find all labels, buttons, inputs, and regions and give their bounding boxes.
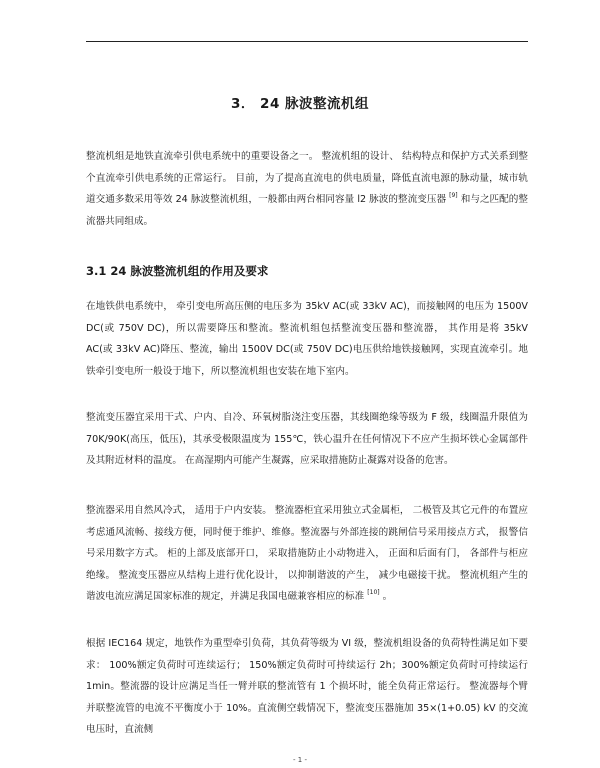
citation-10: [10]	[367, 589, 380, 597]
paragraph-load-requirements: 根据 IEC164 规定，地铁作为重型牵引负荷，其负荷等级为 VI 级，整流机组设备的负荷特性满足如下要求： 100%额定负荷时可连续运行； 150%额定负荷时可持续运行 2h；300%额定负荷时可持续运行 1min。整流器的设计应满足当任一臂并联的整流管有 1 个损坏时，能全负荷正常运行。 整流器每个臂并联整流管的电流不平衡度小于 10%。直流侧空载情况下，整流变压器施加 35×(1+0.05) kV 的交流电压时，直流侧	[86, 638, 528, 736]
paragraph-rectifier	[86, 500, 528, 608]
header-rule	[86, 41, 528, 42]
intro-text-end: 和与之匹配的整流器共同组成。	[86, 194, 528, 227]
rectifier-text: 整流器采用自然风冷式， 适用于户内安装。 整流器柜宜采用独立式金属柜， 二极管及其它元件的布置应考虑通风流畅、接线方便，同时便于维护、维修。整流器与外部连接的跳闸信号采用接点方式， 报警信号采用数字方式。 柜的上部及底部开口， 采取措施防止小动物进入， 正面和后面有门， 各部件与柜应绝缘。 整流变压器应从结构上进行优化设计， 以抑制谐波的产生， 减少电磁接干扰。 整流机组产生的谐波电流应满足国家标准的规定，并满足我国电磁兼容相应的标准	[86, 505, 528, 603]
intro-paragraph	[86, 146, 528, 232]
chapter-title: 3． 24 脉波整流机组	[230, 96, 370, 112]
citation-9: [9]	[449, 192, 458, 200]
page-number: - 1 -	[293, 756, 307, 764]
rectifier-text-end: 。	[382, 591, 393, 603]
intro-text: 整流机组是地铁直流牵引供电系统中的重要设备之一。 整流机组的设计、 结构特点和保护方式关系到整个直流牵引供电系统的正常运行。 目前，为了提高直流电的供电质量，降低直流电源的脉动量，城市轨道交通多数采用等效 24 脉波整流机组，一般都由两台相同容量 l2 脉波的整流变压器	[86, 151, 528, 206]
section-title: 3.1 24 脉波整流机组的作用及要求	[86, 264, 269, 278]
paragraph-transformer: 整流变压器宜采用干式、户内、自冷、环氧树脂浇注变压器，其线圈绝缘等级为 F 级，线圈温升限值为 70K/90K(高压，低压)，其承受极限温度为 155℃，铁心温升在任何情况下不应产生损坏铁心金属部件及其附近材料的温度。 在高湿期内可能产生凝露，应采取措施防止凝露对设备的危害。	[86, 412, 528, 467]
paragraph-function: 在地铁供电系统中， 牵引变电所高压侧的电压多为 35kV AC(或 33kV AC)，而接触网的电压为 1500V DC(或 750V DC)，所以需要降压和整流。整流机组包括整流变压器和整流器， 其作用是将 35kV AC(或 33kV AC)降压、整流，输出 1500V DC(或 750V DC)电压供给地铁接触网，实现直流牵引。地铁牵引变电所一般设于地下，所以整流机组也安装在地下室内。	[86, 301, 528, 377]
